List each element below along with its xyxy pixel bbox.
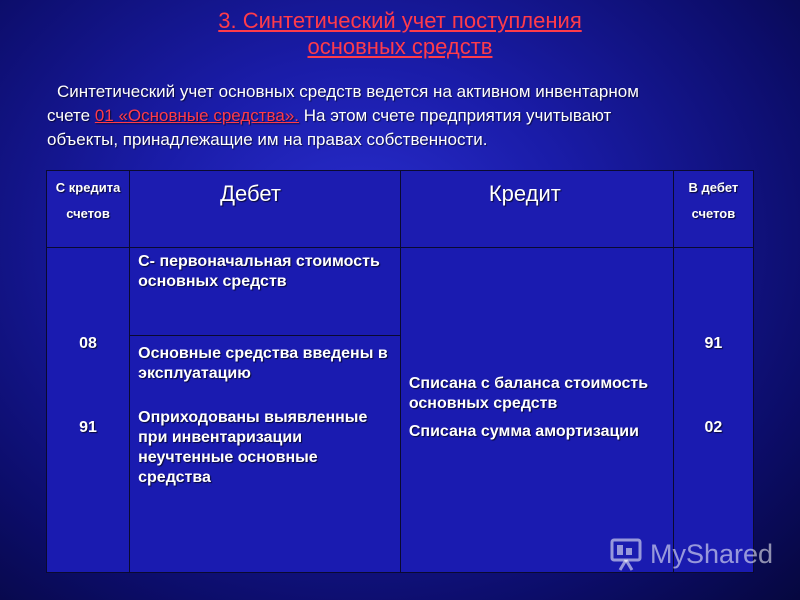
to-accounts-cell bbox=[673, 248, 753, 573]
header-to-debit-line-1: В дебет bbox=[688, 180, 739, 195]
intro-line-2-end: На этом счете предприятия учитывают bbox=[299, 106, 612, 125]
credit-entry-depreciation: Списана сумма амортизации bbox=[408, 423, 639, 440]
header-credit: Кредит bbox=[400, 171, 673, 248]
header-debit: Дебет bbox=[130, 171, 401, 248]
presentation-icon bbox=[606, 534, 646, 574]
title-line-1: 3. Синтетический учет поступления bbox=[218, 8, 582, 33]
intro-paragraph bbox=[47, 80, 762, 152]
header-from-credit bbox=[47, 171, 130, 248]
title-line-2: основных средств bbox=[307, 34, 493, 59]
account-01-link[interactable]: 01 «Основные средства». bbox=[94, 106, 300, 125]
debit-entries-cell bbox=[130, 336, 401, 573]
header-to-debit-line-2: счетов bbox=[691, 206, 736, 221]
table-header-row bbox=[47, 171, 754, 248]
table-row bbox=[47, 248, 754, 336]
watermark bbox=[606, 534, 786, 574]
credit-entries-cell bbox=[400, 248, 673, 573]
intro-line-2 bbox=[47, 104, 762, 128]
to-account-91: 91 bbox=[704, 335, 723, 352]
intro-line-3: объекты, принадлежащие им на правах собственности. bbox=[47, 130, 488, 149]
slide-title bbox=[0, 8, 800, 60]
watermark-text: MyShared bbox=[650, 538, 774, 569]
intro-line-2-start: счете bbox=[47, 106, 95, 125]
debit-entry-initial-cost: С- первоначальная стоимость основных средств bbox=[130, 248, 401, 336]
debit-entry-inventory-surplus: Оприходованы выявленные при инвентаризации неучтенные основные средства bbox=[138, 409, 368, 486]
from-account-08: 08 bbox=[79, 335, 97, 352]
intro-line-1: Синтетический учет основных средств ведется на активном инвентарном bbox=[57, 82, 639, 101]
accounting-entries-table bbox=[46, 170, 754, 573]
debit-entry-commissioned: Основные средства введены в эксплуатацию bbox=[138, 345, 388, 382]
credit-entry-writeoff: Списана с баланса стоимость основных средств bbox=[408, 375, 649, 412]
header-to-debit bbox=[673, 171, 753, 248]
header-from-credit-line-1: С кредита bbox=[55, 180, 121, 195]
from-accounts-cell bbox=[47, 248, 130, 573]
to-account-02: 02 bbox=[704, 419, 723, 436]
header-from-credit-line-2: счетов bbox=[66, 206, 110, 221]
from-account-91: 91 bbox=[79, 419, 97, 436]
